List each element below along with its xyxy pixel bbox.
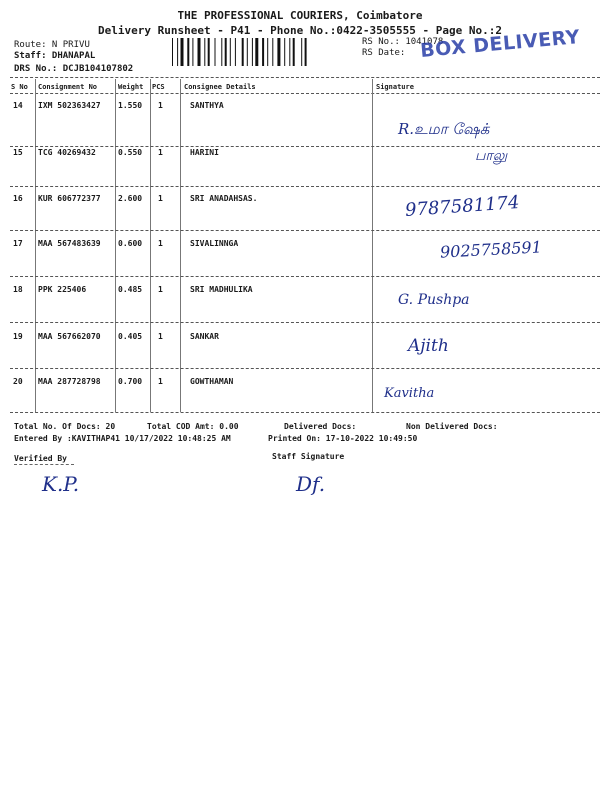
barcode-image bbox=[172, 38, 356, 66]
column-divider bbox=[372, 79, 373, 412]
row-weight: 0.485 bbox=[118, 285, 143, 294]
row-separator bbox=[10, 146, 600, 147]
row-consignment-no: TCG 40269432 bbox=[38, 148, 96, 157]
col-header-consignment: Consignment No bbox=[38, 83, 98, 91]
column-divider bbox=[150, 79, 151, 412]
row-consignment-no: MAA 287728798 bbox=[38, 377, 101, 386]
row-sno: 18 bbox=[13, 285, 23, 294]
row-weight: 0.550 bbox=[118, 148, 143, 157]
row-consignee: SANKAR bbox=[190, 332, 219, 341]
row-signature: G. Pushpa bbox=[398, 292, 470, 308]
page-title: THE PROFESSIONAL COURIERS, Coimbatore bbox=[177, 9, 423, 22]
row-sno: 14 bbox=[13, 101, 23, 110]
row-pcs: 1 bbox=[158, 377, 163, 386]
row-consignee: GOWTHAMAN bbox=[190, 377, 234, 386]
col-header-weight: Weight bbox=[118, 83, 144, 91]
row-signature: 9787581174 bbox=[404, 192, 521, 221]
row-consignee: SANTHYA bbox=[190, 101, 224, 110]
row-consignment-no: MAA 567662070 bbox=[38, 332, 101, 341]
non-delivered-docs: Non Delivered Docs: bbox=[406, 422, 498, 431]
total-cod-amount: Total COD Amt: 0.00 bbox=[147, 422, 239, 431]
row-consignee: SIVALINNGA bbox=[190, 239, 239, 248]
row-consignee: SRI ANADAHSAS. bbox=[190, 194, 258, 203]
row-separator bbox=[10, 230, 600, 231]
row-consignee: HARINI bbox=[190, 148, 219, 157]
column-divider bbox=[35, 79, 36, 412]
row-weight: 0.700 bbox=[118, 377, 143, 386]
printed-on: Printed On: 17-10-2022 10:49:50 bbox=[268, 434, 418, 443]
row-pcs: 1 bbox=[158, 332, 163, 341]
table-bottom-rule bbox=[10, 412, 600, 413]
row-consignment-no: MAA 567483639 bbox=[38, 239, 101, 248]
col-header-signature: Signature bbox=[376, 83, 414, 91]
total-docs: Total No. Of Docs: 20 bbox=[14, 422, 116, 431]
table-top-rule bbox=[10, 77, 600, 78]
column-divider bbox=[180, 79, 181, 412]
row-sno: 19 bbox=[13, 332, 23, 341]
col-header-sno: S No bbox=[11, 83, 28, 91]
row-sno: 16 bbox=[13, 194, 23, 203]
row-consignment-no: KUR 606772377 bbox=[38, 194, 101, 203]
staff-signature: Df. bbox=[296, 472, 326, 496]
row-consignment-no: IXM 502363427 bbox=[38, 101, 101, 110]
col-header-pcs: PCS bbox=[152, 83, 165, 91]
row-sno: 17 bbox=[13, 239, 23, 248]
rs-number: RS No.: 1041078 bbox=[362, 37, 444, 47]
staff-label: Staff: DHANAPAL bbox=[14, 51, 96, 61]
col-header-consignee: Consignee Details bbox=[184, 83, 256, 91]
staff-signature-label: Staff Signature bbox=[272, 452, 345, 461]
runsheet-subtitle: Delivery Runsheet - P41 - Phone No.:0422-3505555 - Page No.:2 bbox=[98, 24, 502, 37]
row-consignee: SRI MADHULIKA bbox=[190, 285, 253, 294]
entered-by: Entered By :KAVITHAP41 10/17/2022 10:48:25 AM bbox=[14, 434, 231, 443]
row-separator bbox=[10, 276, 600, 277]
route-label: Route: N PRIVU bbox=[14, 40, 90, 50]
row-signature: Kavitha bbox=[384, 386, 435, 401]
row-signature: Ajith bbox=[408, 336, 449, 356]
row-sno: 15 bbox=[13, 148, 23, 157]
row-signature: பாலு bbox=[475, 148, 508, 164]
row-weight: 1.550 bbox=[118, 101, 143, 110]
verified-by-signature: K.P. bbox=[42, 472, 80, 496]
row-pcs: 1 bbox=[158, 148, 163, 157]
row-pcs: 1 bbox=[158, 101, 163, 110]
row-pcs: 1 bbox=[158, 285, 163, 294]
row-sno: 20 bbox=[13, 377, 23, 386]
row-weight: 2.600 bbox=[118, 194, 143, 203]
row-consignment-no: PPK 225406 bbox=[38, 285, 87, 294]
verified-by-label: Verified By bbox=[14, 454, 67, 463]
row-pcs: 1 bbox=[158, 194, 163, 203]
row-weight: 0.600 bbox=[118, 239, 143, 248]
table-header-rule bbox=[10, 93, 600, 94]
row-signature: 9025758591 bbox=[439, 237, 543, 262]
column-divider bbox=[115, 79, 116, 412]
row-separator bbox=[10, 186, 600, 187]
row-separator bbox=[10, 322, 600, 323]
verified-by-underline bbox=[14, 464, 74, 465]
row-signature: R.உமா ஷேக் bbox=[398, 120, 490, 138]
delivered-docs: Delivered Docs: bbox=[284, 422, 357, 431]
row-pcs: 1 bbox=[158, 239, 163, 248]
row-weight: 0.405 bbox=[118, 332, 143, 341]
drs-number: DRS No.: DCJB104107802 bbox=[14, 64, 134, 74]
rs-date-label: RS Date: bbox=[362, 48, 406, 58]
box-delivery-stamp: BOX DELIVERY bbox=[419, 26, 581, 62]
row-separator bbox=[10, 368, 600, 369]
